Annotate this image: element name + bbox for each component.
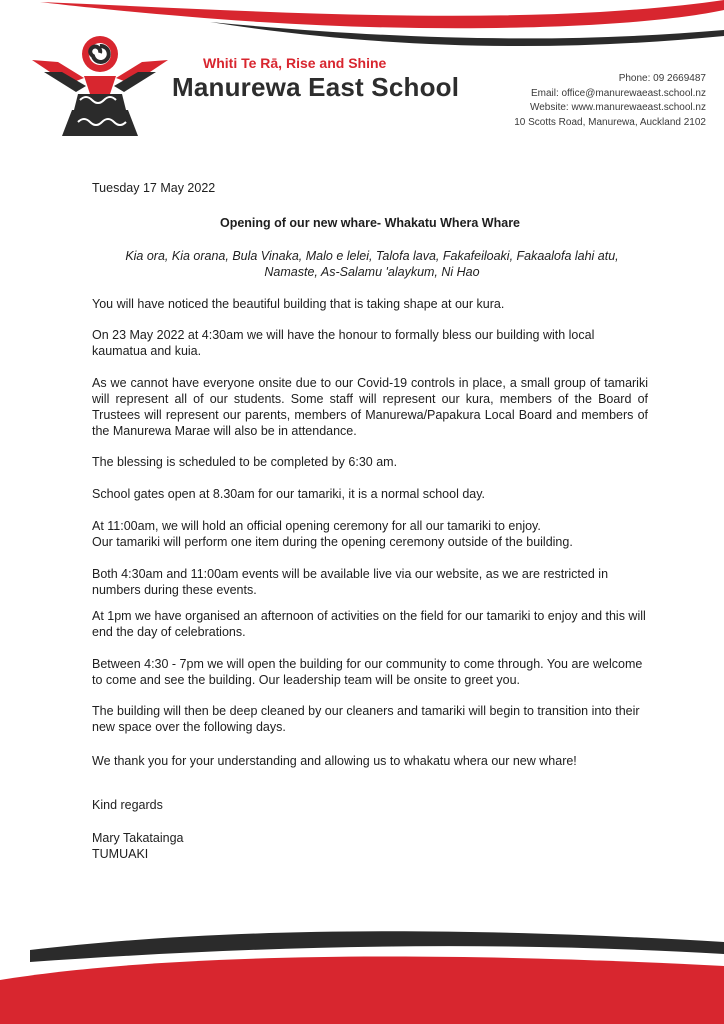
contact-phone: Phone: 09 2669487 — [618, 73, 706, 84]
opening-ceremony-line-1: At 11:00am, we will hold an official opening ceremony for all our tamariki to enjoy. — [92, 519, 541, 533]
opening-ceremony-line-2: Our tamariki will perform one item during the opening ceremony outside of the building. — [92, 535, 573, 549]
bottom-swoosh-decoration — [0, 920, 724, 1024]
paragraph-opening-ceremony — [92, 518, 648, 550]
letter-date: Tuesday 17 May 2022 — [92, 181, 216, 195]
paragraph-blessing-date: On 23 May 2022 at 4:30am we will have the honour to formally bless our building with local kaumatua and kuia. — [92, 328, 595, 358]
letter-greeting: Kia ora, Kia orana, Bula Vinaka, Malo e lelei, Talofa lava, Fakafeiloaki, Fakaalofa lahi atu, Namaste, As-Salamu 'alaykum, Ni Hao — [125, 249, 619, 279]
contact-email: Email: office@manurewaeast.school.nz — [530, 87, 706, 99]
school-logo-icon — [28, 32, 168, 142]
paragraph-thanks: We thank you for your understanding and allowing us to whakatu whera our new whare! — [92, 754, 577, 768]
school-name: Manurewa East School — [172, 72, 460, 102]
paragraph-afternoon-activities: At 1pm we have organised an afternoon of activities on the field for our tamariki to enjoy and this will end the day of celebrations. — [92, 609, 646, 639]
paragraph-building: You will have noticed the beautiful building that is taking shape at our kura. — [92, 297, 505, 311]
letter-title: Opening of our new whare- Whakatu Whera Whare — [219, 216, 521, 230]
contact-website: Website: www.manurewaeast.school.nz — [529, 102, 706, 113]
paragraph-transition: The building will then be deep cleaned by our cleaners and tamariki will begin to transition into their new space over the following days. — [92, 704, 640, 734]
school-tagline: Whiti Te Rā, Rise and Shine — [203, 55, 387, 71]
signer-role: TUMUAKI — [92, 847, 149, 861]
paragraph-school-gates: School gates open at 8.30am for our tamariki, it is a normal school day. — [92, 487, 486, 501]
paragraph-live-stream: Both 4:30am and 11:00am events will be available live via our website, as we are restricted in numbers during these events. — [92, 567, 609, 597]
signer-name: Mary Takatainga — [92, 831, 184, 845]
contact-address: 10 Scotts Road, Manurewa, Auckland 2102 — [514, 116, 706, 128]
contact-block — [514, 72, 706, 130]
letter-closing: Kind regards — [92, 798, 163, 812]
paragraph-attendance: As we cannot have everyone onsite due to our Covid-19 controls in place, a small group of tamariki will represent all of our students. Some staff will represent our kura, members of the Board of Trustees will represent our parents, members of Manurewa/Papakura Local Board and members of the Manurewa Marae will also be in attendance. — [92, 376, 648, 438]
paragraph-community-open: Between 4:30 - 7pm we will open the building for our community to come through. You are welcome to come and see the building. Our leadership team will be onsite to greet you. — [92, 657, 643, 687]
paragraph-blessing-time: The blessing is scheduled to be completed by 6:30 am. — [92, 455, 398, 469]
